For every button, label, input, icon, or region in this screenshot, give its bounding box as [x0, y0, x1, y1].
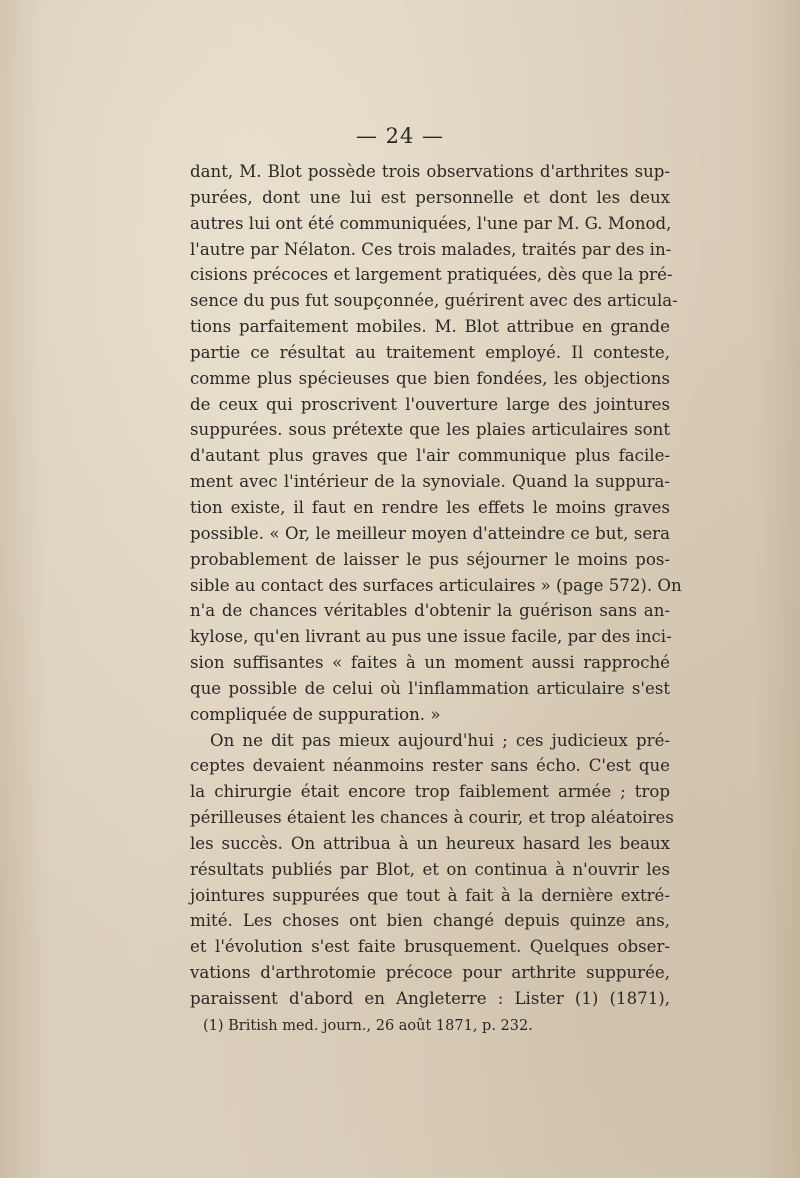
text-line: comme plus spécieuses que bien fondées, les objections	[190, 368, 670, 388]
text-line: tions parfaitement mobiles. M. Blot attribue en grande	[190, 317, 670, 337]
text-line: la chirurgie était encore trop faiblement armée ; trop	[190, 782, 670, 802]
text-line: sion suffisantes « faites à un moment aussi rapproché	[190, 653, 670, 673]
text-line: autres lui ont été communiquées, l'une par M. G. Monod,	[190, 213, 672, 233]
text-line: vations d'arthrotomie précoce pour arthrite suppurée,	[190, 963, 670, 983]
text-line: probablement de laisser le pus séjourner le moins pos-	[190, 549, 670, 569]
text-line: mité. Les choses ont bien changé depuis quinze ans,	[190, 911, 670, 931]
text-line: jointures suppurées que tout à fait à la dernière extré-	[190, 885, 670, 905]
text-line: cisions précoces et largement pratiquées, dès que la pré-	[190, 265, 673, 285]
text-line: dant, M. Blot possède trois observations d'arthrites sup-	[190, 162, 670, 181]
text-line: l'autre par Nélaton. Ces trois malades, traités par des in-	[190, 239, 672, 259]
text-line: possible. « Or, le meilleur moyen d'atteindre ce but, sera	[190, 523, 670, 543]
text-line: On ne dit pas mieux aujourd'hui ; ces judicieux pré-	[210, 730, 670, 750]
text-line: les succès. On attribua à un heureux hasard les beaux	[190, 833, 670, 853]
text-line: ceptes devaient néanmoins rester sans écho. C'est que	[190, 756, 670, 776]
page-number: — 24 —	[355, 124, 445, 148]
text-line: ment avec l'intérieur de la synoviale. Quand la suppura-	[190, 472, 670, 492]
body-text	[190, 159, 682, 1012]
text-line: n'a de chances véritables d'obtenir la guérison sans an-	[190, 601, 670, 621]
text-line: résultats publiés par Blot, et on continua à n'ouvrir les	[190, 859, 670, 879]
text-line: que possible de celui où l'inflammation articulaire s'est	[190, 678, 670, 698]
footnote: (1) British med. journ., 26 août 1871, p. 232.	[203, 1018, 533, 1034]
text-line: d'autant plus graves que l'air communique plus facile-	[190, 446, 670, 466]
text-line: purées, dont une lui est personnelle et dont les deux	[190, 187, 670, 207]
text-line: paraissent d'abord en Angleterre : Lister (1) (1871),	[190, 989, 670, 1008]
text-line: kylose, qu'en livrant au pus une issue facile, par des inci-	[190, 627, 672, 647]
text-line: sence du pus fut soupçonnée, guérirent avec des articula-	[190, 291, 678, 311]
text-line: périlleuses étaient les chances à courir, et trop aléatoires	[190, 808, 674, 828]
text-line: et l'évolution s'est faite brusquement. Quelques obser-	[190, 937, 670, 957]
text-line: suppurées. sous prétexte que les plaies articulaires sont	[190, 420, 670, 440]
text-line: partie ce résultat au traitement employé. Il conteste,	[190, 342, 670, 362]
text-line: sible au contact des surfaces articulaires » (page 572). On	[190, 575, 682, 595]
text-line: compliquée de suppuration. »	[190, 704, 441, 724]
text-line: tion existe, il faut en rendre les effets le moins graves	[190, 497, 670, 517]
text-line: de ceux qui proscrivent l'ouverture large des jointures	[190, 394, 670, 414]
